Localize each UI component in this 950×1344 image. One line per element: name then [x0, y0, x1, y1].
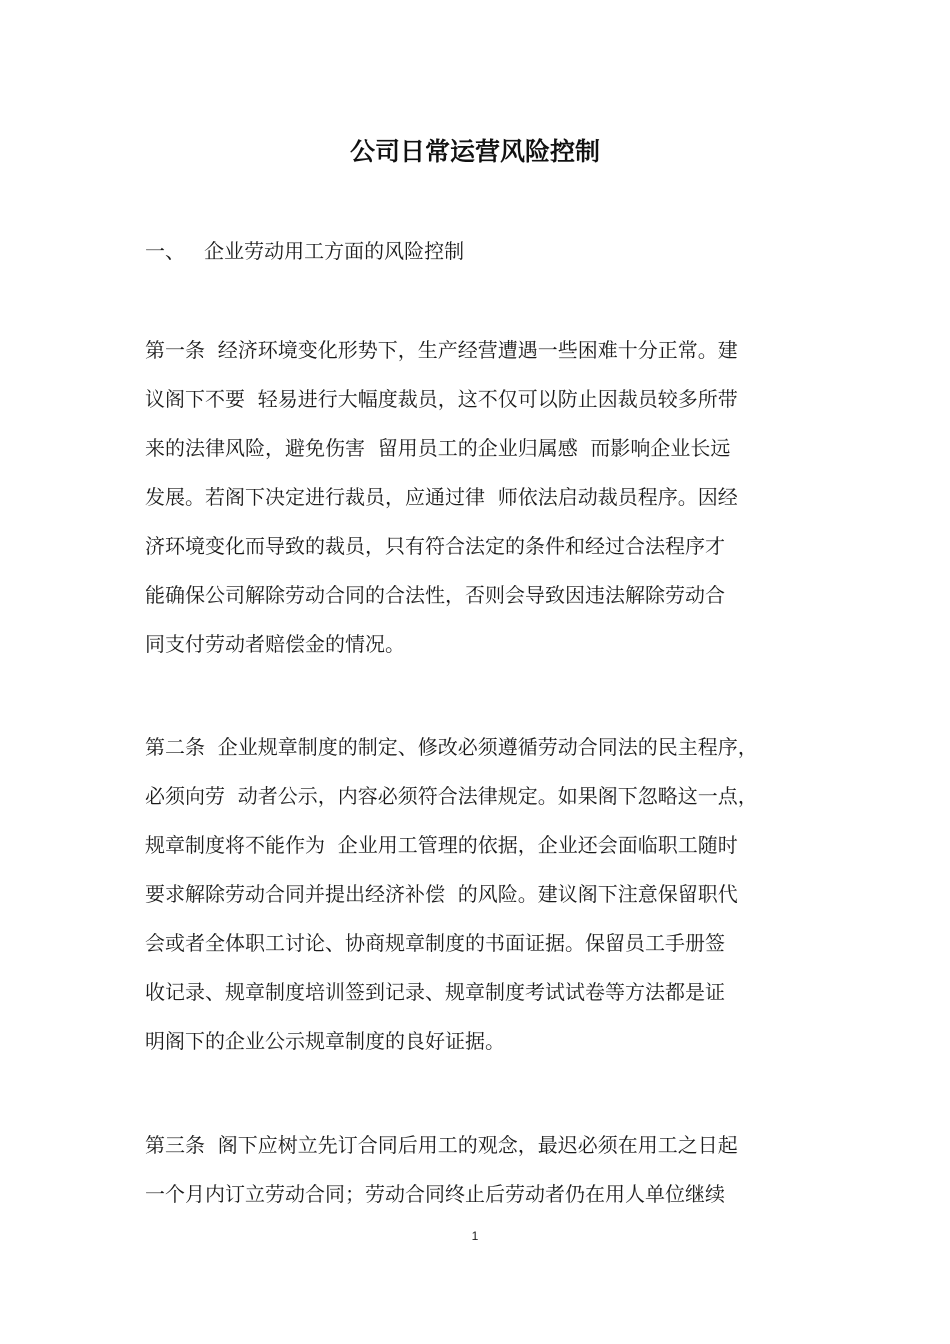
paragraph-line: 明阁下的企业公示规章制度的良好证据。: [145, 1029, 505, 1053]
article-3-paragraph: [145, 1121, 835, 1219]
paragraph-line: 一个月内订立劳动合同；劳动合同终止后劳动者仍在用人单位继续: [145, 1182, 725, 1206]
paragraph-line: 第一条 经济环境变化形势下，生产经营遭遇一些困难十分正常。建: [145, 338, 738, 362]
paragraph-line: 收记录、规章制度培训签到记录、规章制度考试试卷等方法都是证: [145, 980, 725, 1004]
paragraph-line: 济环境变化而导致的裁员，只有符合法定的条件和经过合法程序才: [145, 534, 725, 558]
page-number: 1: [471, 1229, 479, 1243]
paragraph-line: 第三条 阁下应树立先订合同后用工的观念，最迟必须在用工之日起: [145, 1133, 738, 1157]
paragraph-line: 来的法律风险，避免伤害 留用员工的企业归属感 而影响企业长远: [145, 436, 731, 460]
paragraph-line: 规章制度将不能作为 企业用工管理的依据，企业还会面临职工随时: [145, 833, 738, 857]
paragraph-line: 发展。若阁下决定进行裁员，应通过律 师依法启动裁员程序。因经: [145, 485, 738, 509]
section-heading: 一、 企业劳动用工方面的风险控制: [145, 239, 465, 263]
document-title: 公司日常运营风险控制: [349, 137, 600, 166]
paragraph-line: 必须向劳 动者公示，内容必须符合法律规定。如果阁下忽略这一点，: [145, 784, 758, 808]
paragraph-line: 要求解除劳动合同并提出经济补偿 的风险。建议阁下注意保留职代: [145, 882, 738, 906]
paragraph-line: 第二条 企业规章制度的制定、修改必须遵循劳动合同法的民主程序，: [145, 735, 758, 759]
paragraph-line: 同支付劳动者赔偿金的情况。: [145, 632, 405, 656]
paragraph-line: 能确保公司解除劳动合同的合法性，否则会导致因违法解除劳动合: [145, 583, 725, 607]
article-2-paragraph: [145, 723, 835, 1066]
paragraph-line: 议阁下不要 轻易进行大幅度裁员，这不仅可以防止因裁员较多所带: [145, 387, 738, 411]
article-1-paragraph: [145, 326, 835, 669]
paragraph-line: 会或者全体职工讨论、协商规章制度的书面证据。保留员工手册签: [145, 931, 725, 955]
